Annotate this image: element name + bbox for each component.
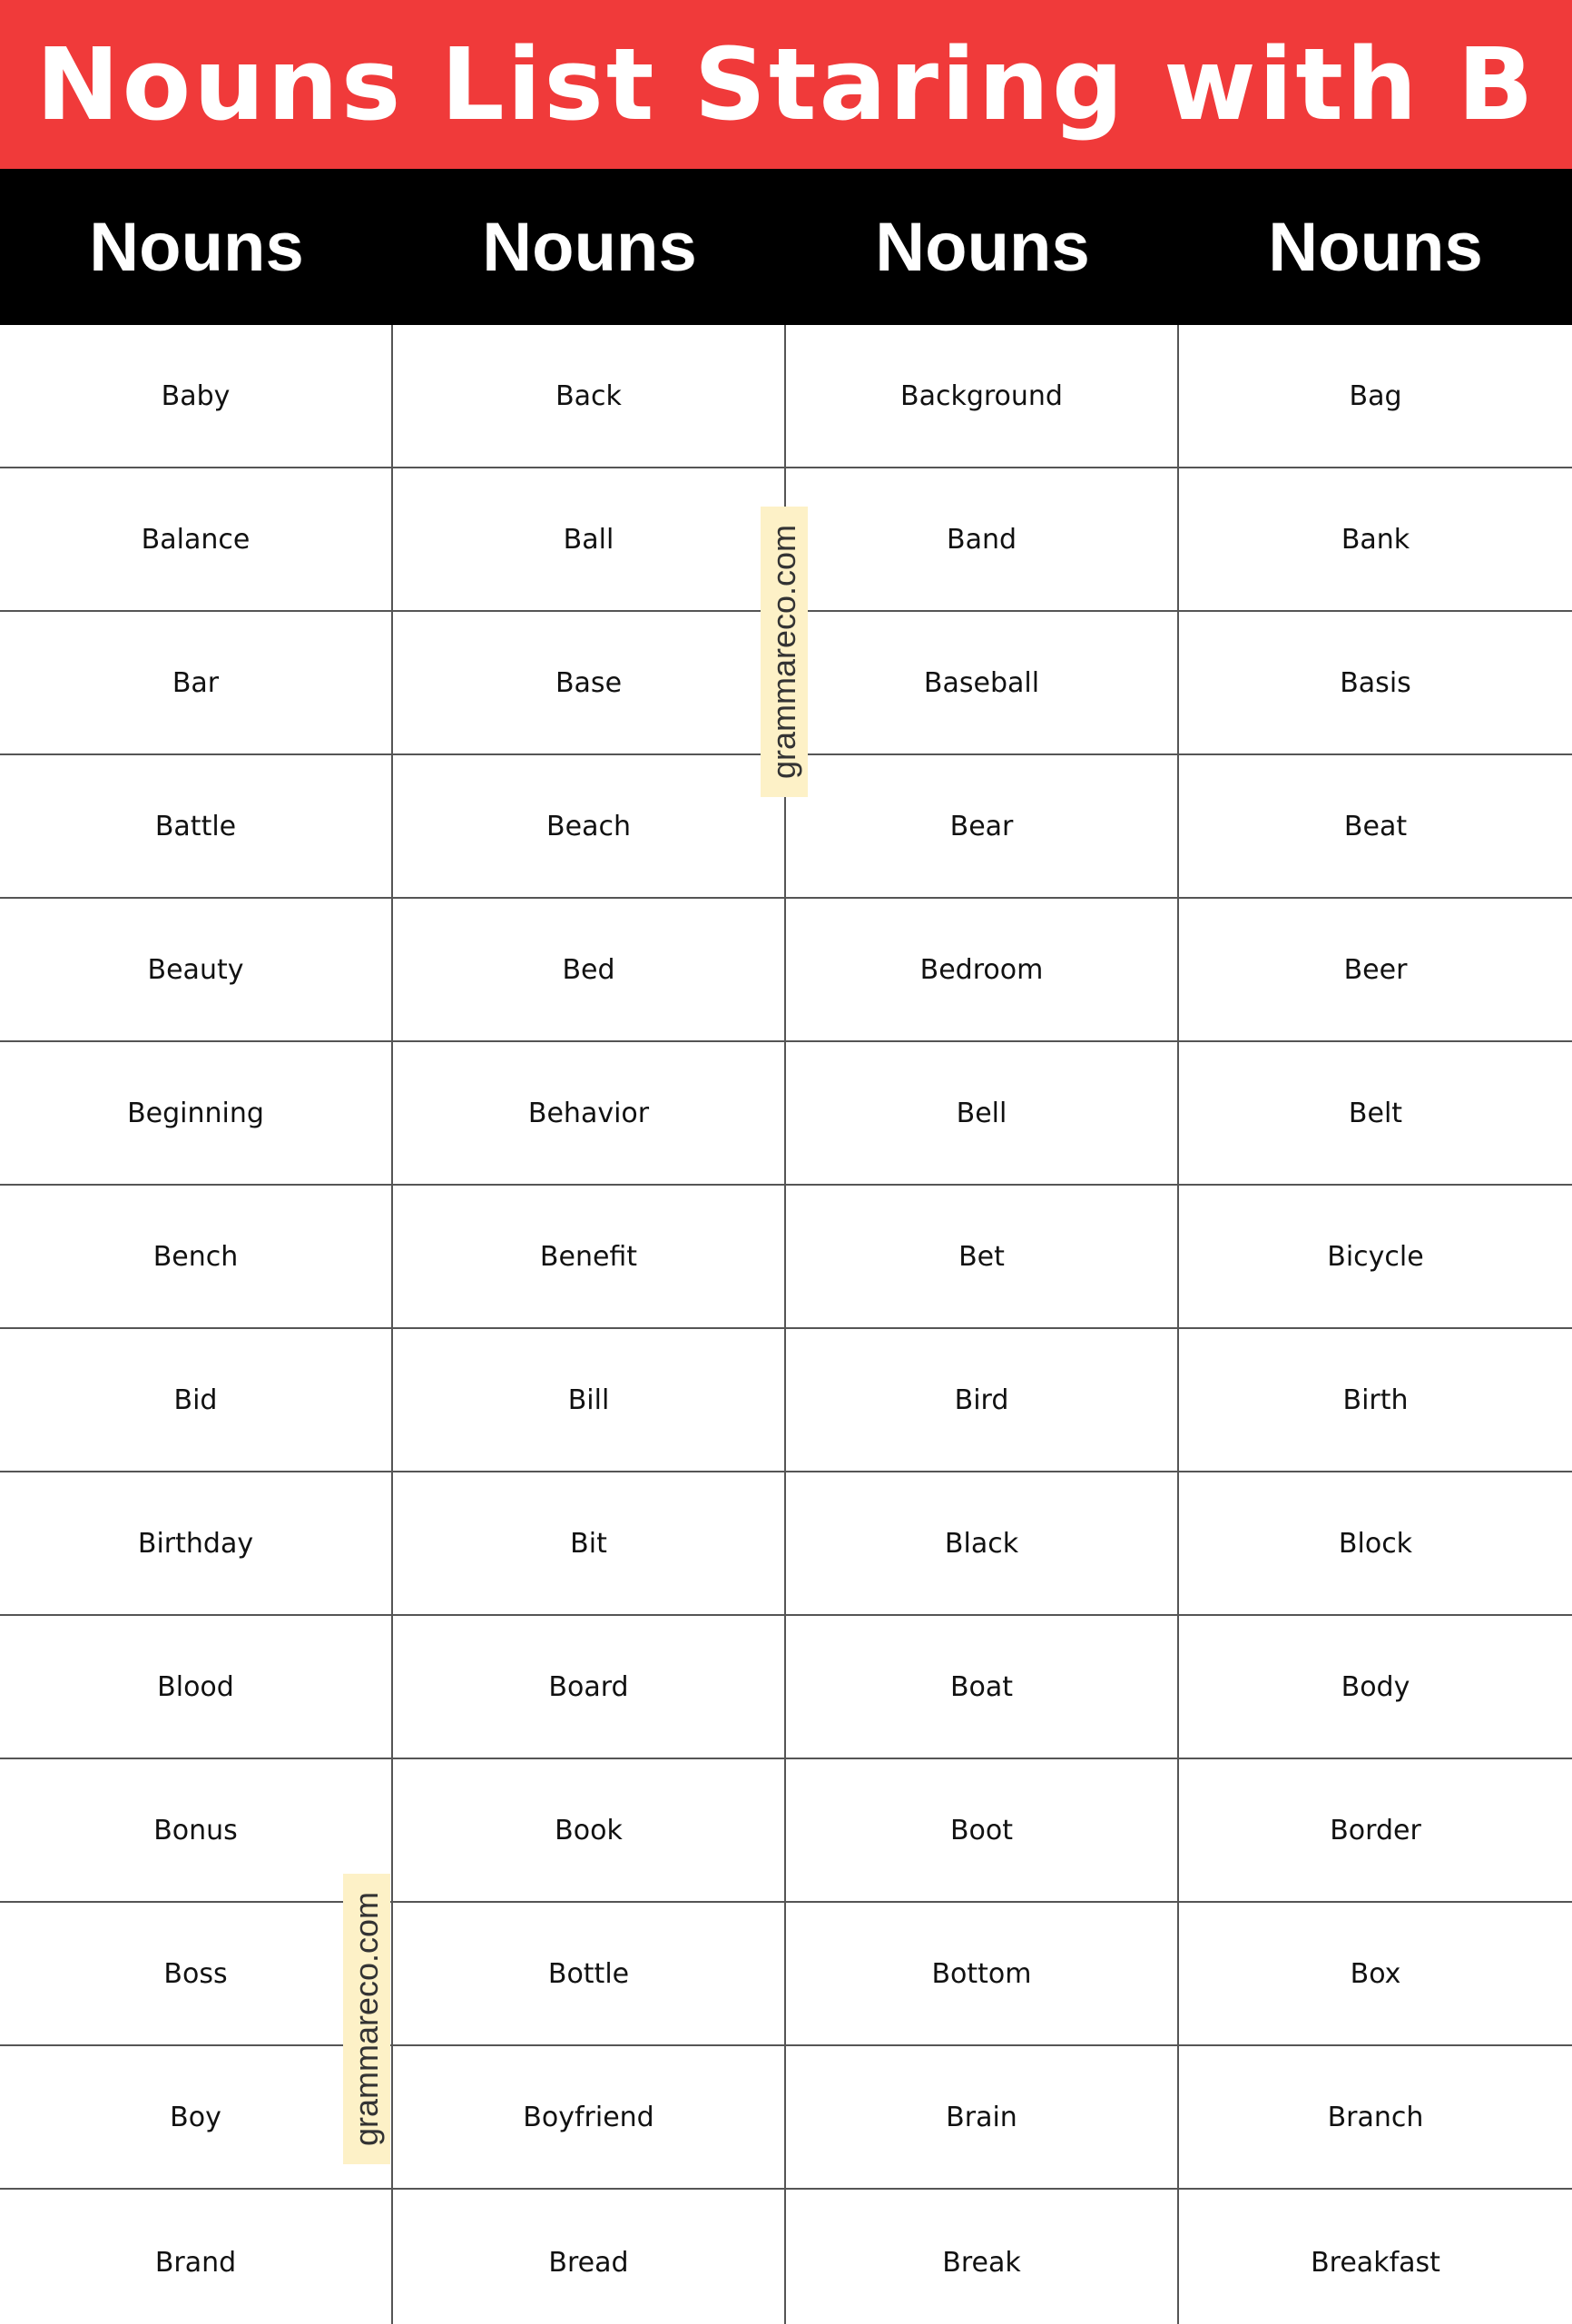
table-row	[0, 1042, 1572, 1186]
noun-cell: Baseball	[786, 612, 1179, 753]
noun-cell: Beat	[1343, 810, 1408, 842]
noun-cell: Bird	[786, 1329, 1179, 1471]
noun-cell: Basis	[1340, 666, 1411, 699]
noun-cell: Baby	[0, 325, 393, 467]
noun-cell: Belt	[1348, 1097, 1403, 1129]
noun-cell: Battle	[0, 755, 393, 897]
watermark	[343, 1874, 390, 2164]
noun-cell: Bread	[393, 2190, 786, 2324]
noun-cell: Band	[786, 468, 1179, 610]
noun-cell: Ball	[393, 468, 786, 610]
table-row	[0, 1616, 1572, 1759]
noun-cell: Bank	[1341, 523, 1410, 556]
noun-cell: Benefit	[393, 1186, 786, 1327]
noun-cell: Beginning	[0, 1042, 393, 1184]
noun-cell: Bedroom	[786, 899, 1179, 1040]
noun-cell: Behavior	[393, 1042, 786, 1184]
noun-cell: Bench	[0, 1186, 393, 1327]
column-header: Nouns	[89, 208, 304, 286]
table-row	[0, 1759, 1572, 1903]
noun-cell: Boy	[0, 2046, 393, 2188]
noun-cell: Block	[1338, 1527, 1413, 1560]
noun-cell: Bear	[786, 755, 1179, 897]
noun-cell: Branch	[1327, 2101, 1424, 2133]
column-header: Nouns	[1268, 208, 1483, 286]
table-row	[0, 1903, 1572, 2046]
noun-cell: Bottom	[786, 1903, 1179, 2044]
noun-cell: Bell	[786, 1042, 1179, 1184]
watermark-text: grammareco.com	[348, 1891, 386, 2147]
noun-cell: Bar	[0, 612, 393, 753]
table-row	[0, 2046, 1572, 2190]
noun-cell: Balance	[0, 468, 393, 610]
noun-cell: Beauty	[0, 899, 393, 1040]
noun-cell: Bill	[393, 1329, 786, 1471]
noun-cell: Bottle	[393, 1903, 786, 2044]
noun-cell: Bit	[393, 1472, 786, 1614]
noun-cell: Beer	[1343, 953, 1408, 986]
noun-cell: Body	[1341, 1670, 1410, 1703]
noun-cell: Breakfast	[1311, 2246, 1440, 2279]
noun-cell: Bicycle	[1327, 1240, 1424, 1273]
table-row	[0, 2190, 1572, 2324]
noun-cell: Bonus	[0, 1759, 393, 1901]
noun-cell: Bag	[1349, 379, 1402, 412]
noun-cell: Bid	[0, 1329, 393, 1471]
noun-cell: Background	[786, 325, 1179, 467]
table-row	[0, 1186, 1572, 1329]
noun-cell: Board	[393, 1616, 786, 1758]
table-row	[0, 1472, 1572, 1616]
noun-cell: Bet	[786, 1186, 1179, 1327]
noun-cell: Blood	[0, 1616, 393, 1758]
noun-cell: Beach	[393, 755, 786, 897]
table-row	[0, 899, 1572, 1042]
noun-cell: Brand	[0, 2190, 393, 2324]
noun-cell: Back	[393, 325, 786, 467]
noun-cell: Base	[393, 612, 786, 753]
noun-cell: Black	[786, 1472, 1179, 1614]
table-row	[0, 1329, 1572, 1472]
watermark-text: grammareco.com	[765, 524, 803, 780]
noun-cell: Break	[786, 2190, 1179, 2324]
noun-cell: Boot	[786, 1759, 1179, 1901]
column-header: Nouns	[875, 208, 1090, 286]
noun-cell: Birth	[1342, 1384, 1409, 1416]
table-header-row	[0, 169, 1572, 325]
noun-cell: Boat	[786, 1616, 1179, 1758]
column-header: Nouns	[482, 208, 697, 286]
noun-cell: Bed	[393, 899, 786, 1040]
noun-cell: Book	[393, 1759, 786, 1901]
noun-cell: Boyfriend	[393, 2046, 786, 2188]
noun-cell: Birthday	[0, 1472, 393, 1614]
watermark	[761, 507, 808, 797]
noun-cell: Box	[1350, 1957, 1401, 1990]
noun-cell: Border	[1330, 1814, 1421, 1846]
table-row	[0, 325, 1572, 468]
noun-cell: Brain	[786, 2046, 1179, 2188]
title-banner	[0, 0, 1572, 169]
page-title: Nouns List Staring with B	[35, 26, 1537, 143]
noun-cell: Boss	[0, 1903, 393, 2044]
